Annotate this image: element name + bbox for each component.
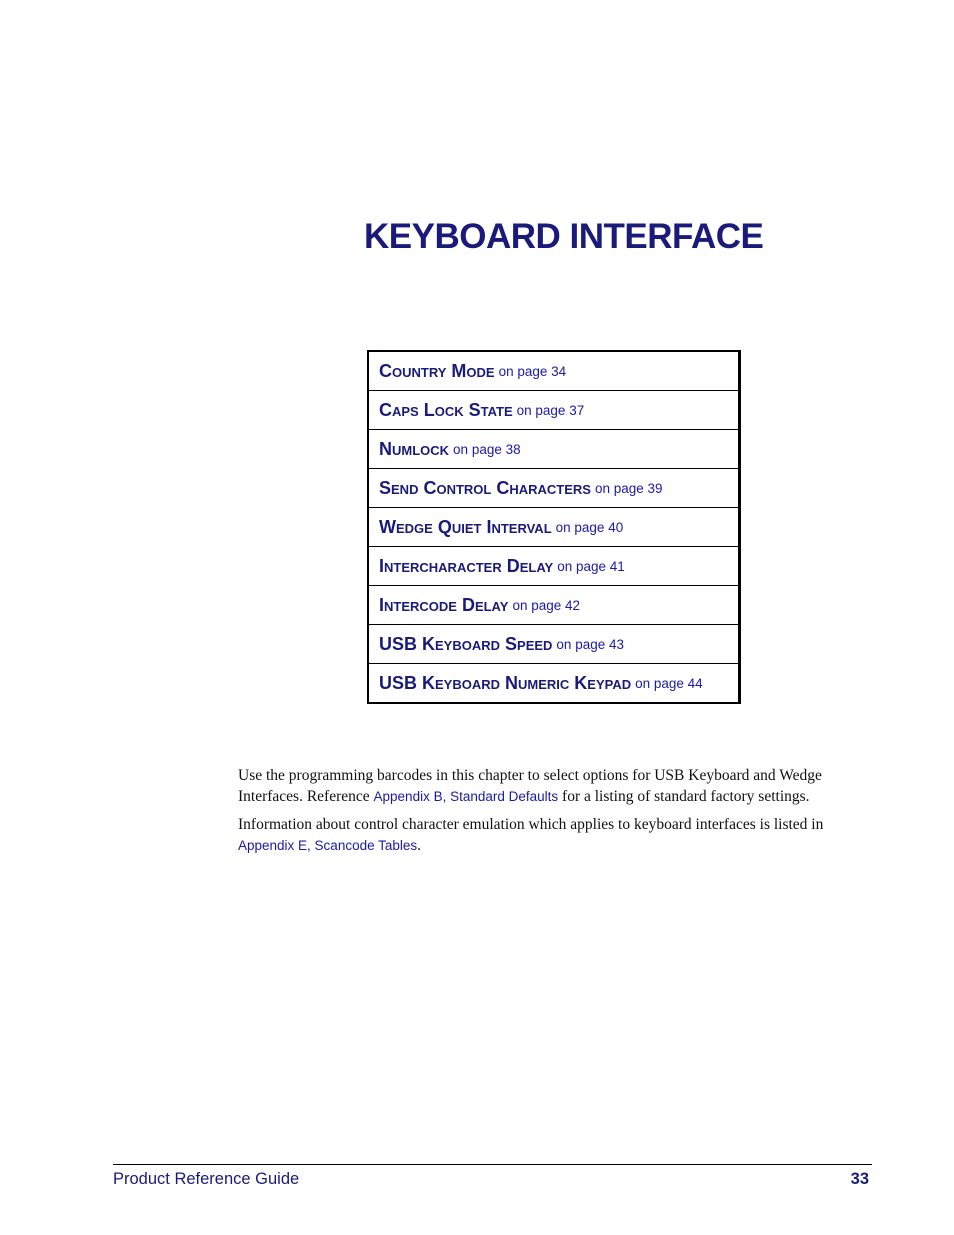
toc-page-link[interactable]: on page 37 [516, 402, 585, 418]
toc-row-send-control-characters[interactable] [369, 468, 738, 507]
toc-page-link[interactable]: on page 39 [594, 480, 663, 496]
footer-guide-name: Product Reference Guide [113, 1170, 300, 1188]
toc-row-intercharacter-delay[interactable] [369, 546, 738, 585]
chapter-title: KEYBOARD INTERFACE [364, 217, 764, 256]
appendix-e-link[interactable]: Appendix E, Scancode Tables [238, 838, 418, 853]
toc-entry-title[interactable]: USB Keyboard Speed [379, 633, 553, 654]
toc-entry-title[interactable]: Numlock [379, 438, 450, 459]
toc-entry-title[interactable]: Send Control Characters [379, 477, 591, 498]
toc-entry-title[interactable]: Country Mode [379, 360, 495, 381]
toc-row-country-mode[interactable] [369, 352, 738, 390]
toc-row-caps-lock-state[interactable] [369, 390, 738, 429]
toc-entry-title[interactable]: Caps Lock State [379, 399, 513, 420]
emulation-paragraph [238, 814, 868, 856]
toc-entry-title[interactable]: Intercharacter Delay [379, 555, 554, 576]
toc-page-link[interactable]: on page 43 [556, 636, 624, 652]
intro-text-end: for a listing of standard factory settings. [558, 788, 810, 805]
emulation-text: Information about control character emulation which applies to keyboard interfaces is listed in [238, 816, 824, 833]
appendix-b-link[interactable]: Appendix B, Standard Defaults [373, 789, 559, 804]
toc-row-numlock[interactable] [369, 429, 738, 468]
toc-page-link[interactable]: on page 44 [635, 675, 703, 691]
toc-row-usb-keyboard-speed[interactable] [369, 624, 738, 663]
chapter-contents-table [367, 350, 741, 704]
footer-page-number: 33 [850, 1170, 869, 1188]
toc-page-link[interactable]: on page 34 [498, 363, 567, 379]
intro-paragraph [238, 765, 868, 807]
footer-divider [113, 1164, 872, 1165]
toc-entry-title[interactable]: Wedge Quiet Interval [379, 516, 552, 537]
toc-page-link[interactable]: on page 38 [453, 441, 521, 457]
toc-entry-title[interactable]: Intercode Delay [379, 594, 509, 615]
toc-row-wedge-quiet-interval[interactable] [369, 507, 738, 546]
toc-page-link[interactable]: on page 41 [557, 558, 625, 574]
toc-page-link[interactable]: on page 40 [555, 519, 624, 535]
toc-row-intercode-delay[interactable] [369, 585, 738, 624]
intro-text: Use the programming barcodes in this chapter to select options for USB Keyboard and Wedge Interfaces. Reference [238, 767, 822, 805]
emulation-text-end: . [417, 837, 422, 854]
toc-entry-title[interactable]: USB Keyboard Numeric Keypad [379, 672, 632, 693]
toc-page-link[interactable]: on page 42 [512, 597, 581, 613]
toc-row-usb-keyboard-numeric-keypad[interactable] [369, 663, 738, 702]
